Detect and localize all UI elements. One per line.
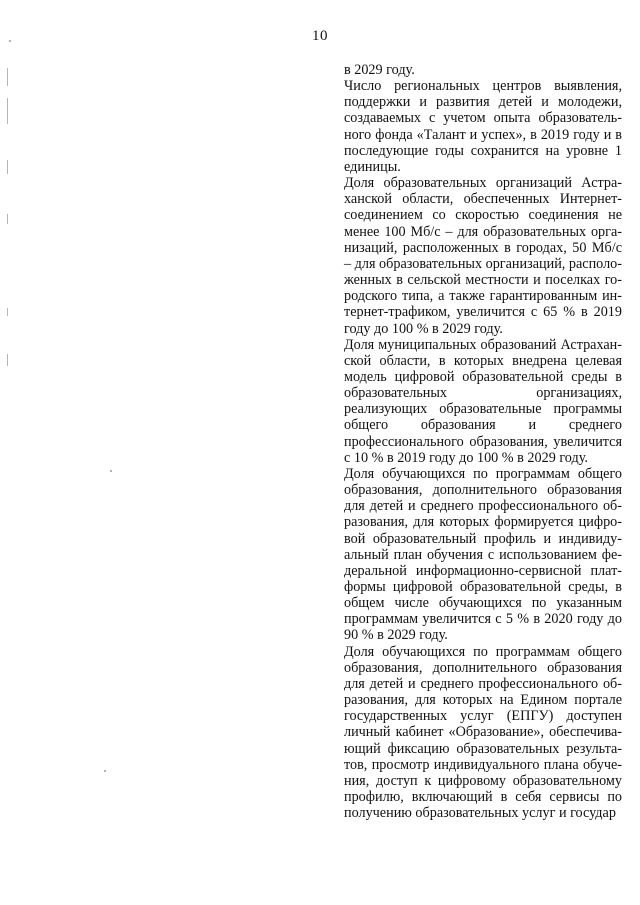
paragraph-talent-centers: Число региональных центров выявления, поддержки и развития детей и молодежи, создаваемых с учетом опыта образовательного фонда «Талант и успех», в 2019 году и в последующие годы сохранится на уровне 1 единицы. xyxy=(344,78,622,175)
scan-artifact xyxy=(7,98,8,124)
paragraph-digital-environment-model: Доля муниципальных образований Астраханской области, в которых внедрена целевая модель цифровой образовательной среды в образовательных организациях, реализующих образовательные программы общего образования и среднего профессионального образования, увеличится с 10 % в 2019 году до 100 % в 2029 году. xyxy=(344,336,622,466)
paragraph-internet-connection: Доля образовательных организаций Астраханской области, обеспеченных Интернет-соединением со скоростью соединения не менее 100 Мб/с – для образовательных организаций, расположенных в городах, 50 Мб/с – для образовательных организаций, расположенных в сельской местности и поселках городского типа, а также гарантированным интернет-трафиком, увеличится с 65 % в 2019 году до 100 % в 2029 году. xyxy=(344,175,622,337)
scan-speck xyxy=(110,470,112,472)
scan-speck xyxy=(104,770,106,772)
paragraph-continuation: в 2029 году. xyxy=(344,62,415,78)
text-column xyxy=(344,62,622,821)
page-number: 10 xyxy=(312,28,328,44)
scan-artifact xyxy=(7,160,8,174)
paragraph-digital-profile: Доля обучающихся по программам общего образования, дополнительного образования для детей и среднего профессионального образования, для которых формируется цифровой образовательный профиль и индивидуальный план обучения с использованием федеральной информационно-сервисной платформы цифровой образовательной среды, в общем числе обучающихся по указанным программам увеличится с 5 % в 2020 году до 90 % в 2029 году. xyxy=(344,465,622,644)
paragraph-epgu-cabinet: Доля обучающихся по программам общего образования, дополнительного образования для детей и среднего профессионального образования, для которых на Едином портале государственных услуг (ЕПГУ) доступен личный кабинет «Образование», обеспечивающий фиксацию образовательных результатов, просмотр индивидуального плана обучения, доступ к цифровому образовательному профилю, включающий в себя сервисы по получению образовательных услуг и государ xyxy=(344,643,622,822)
scan-artifact xyxy=(7,354,8,366)
scan-artifact xyxy=(7,308,8,316)
scan-artifact xyxy=(7,214,8,224)
scan-artifact xyxy=(7,68,8,86)
